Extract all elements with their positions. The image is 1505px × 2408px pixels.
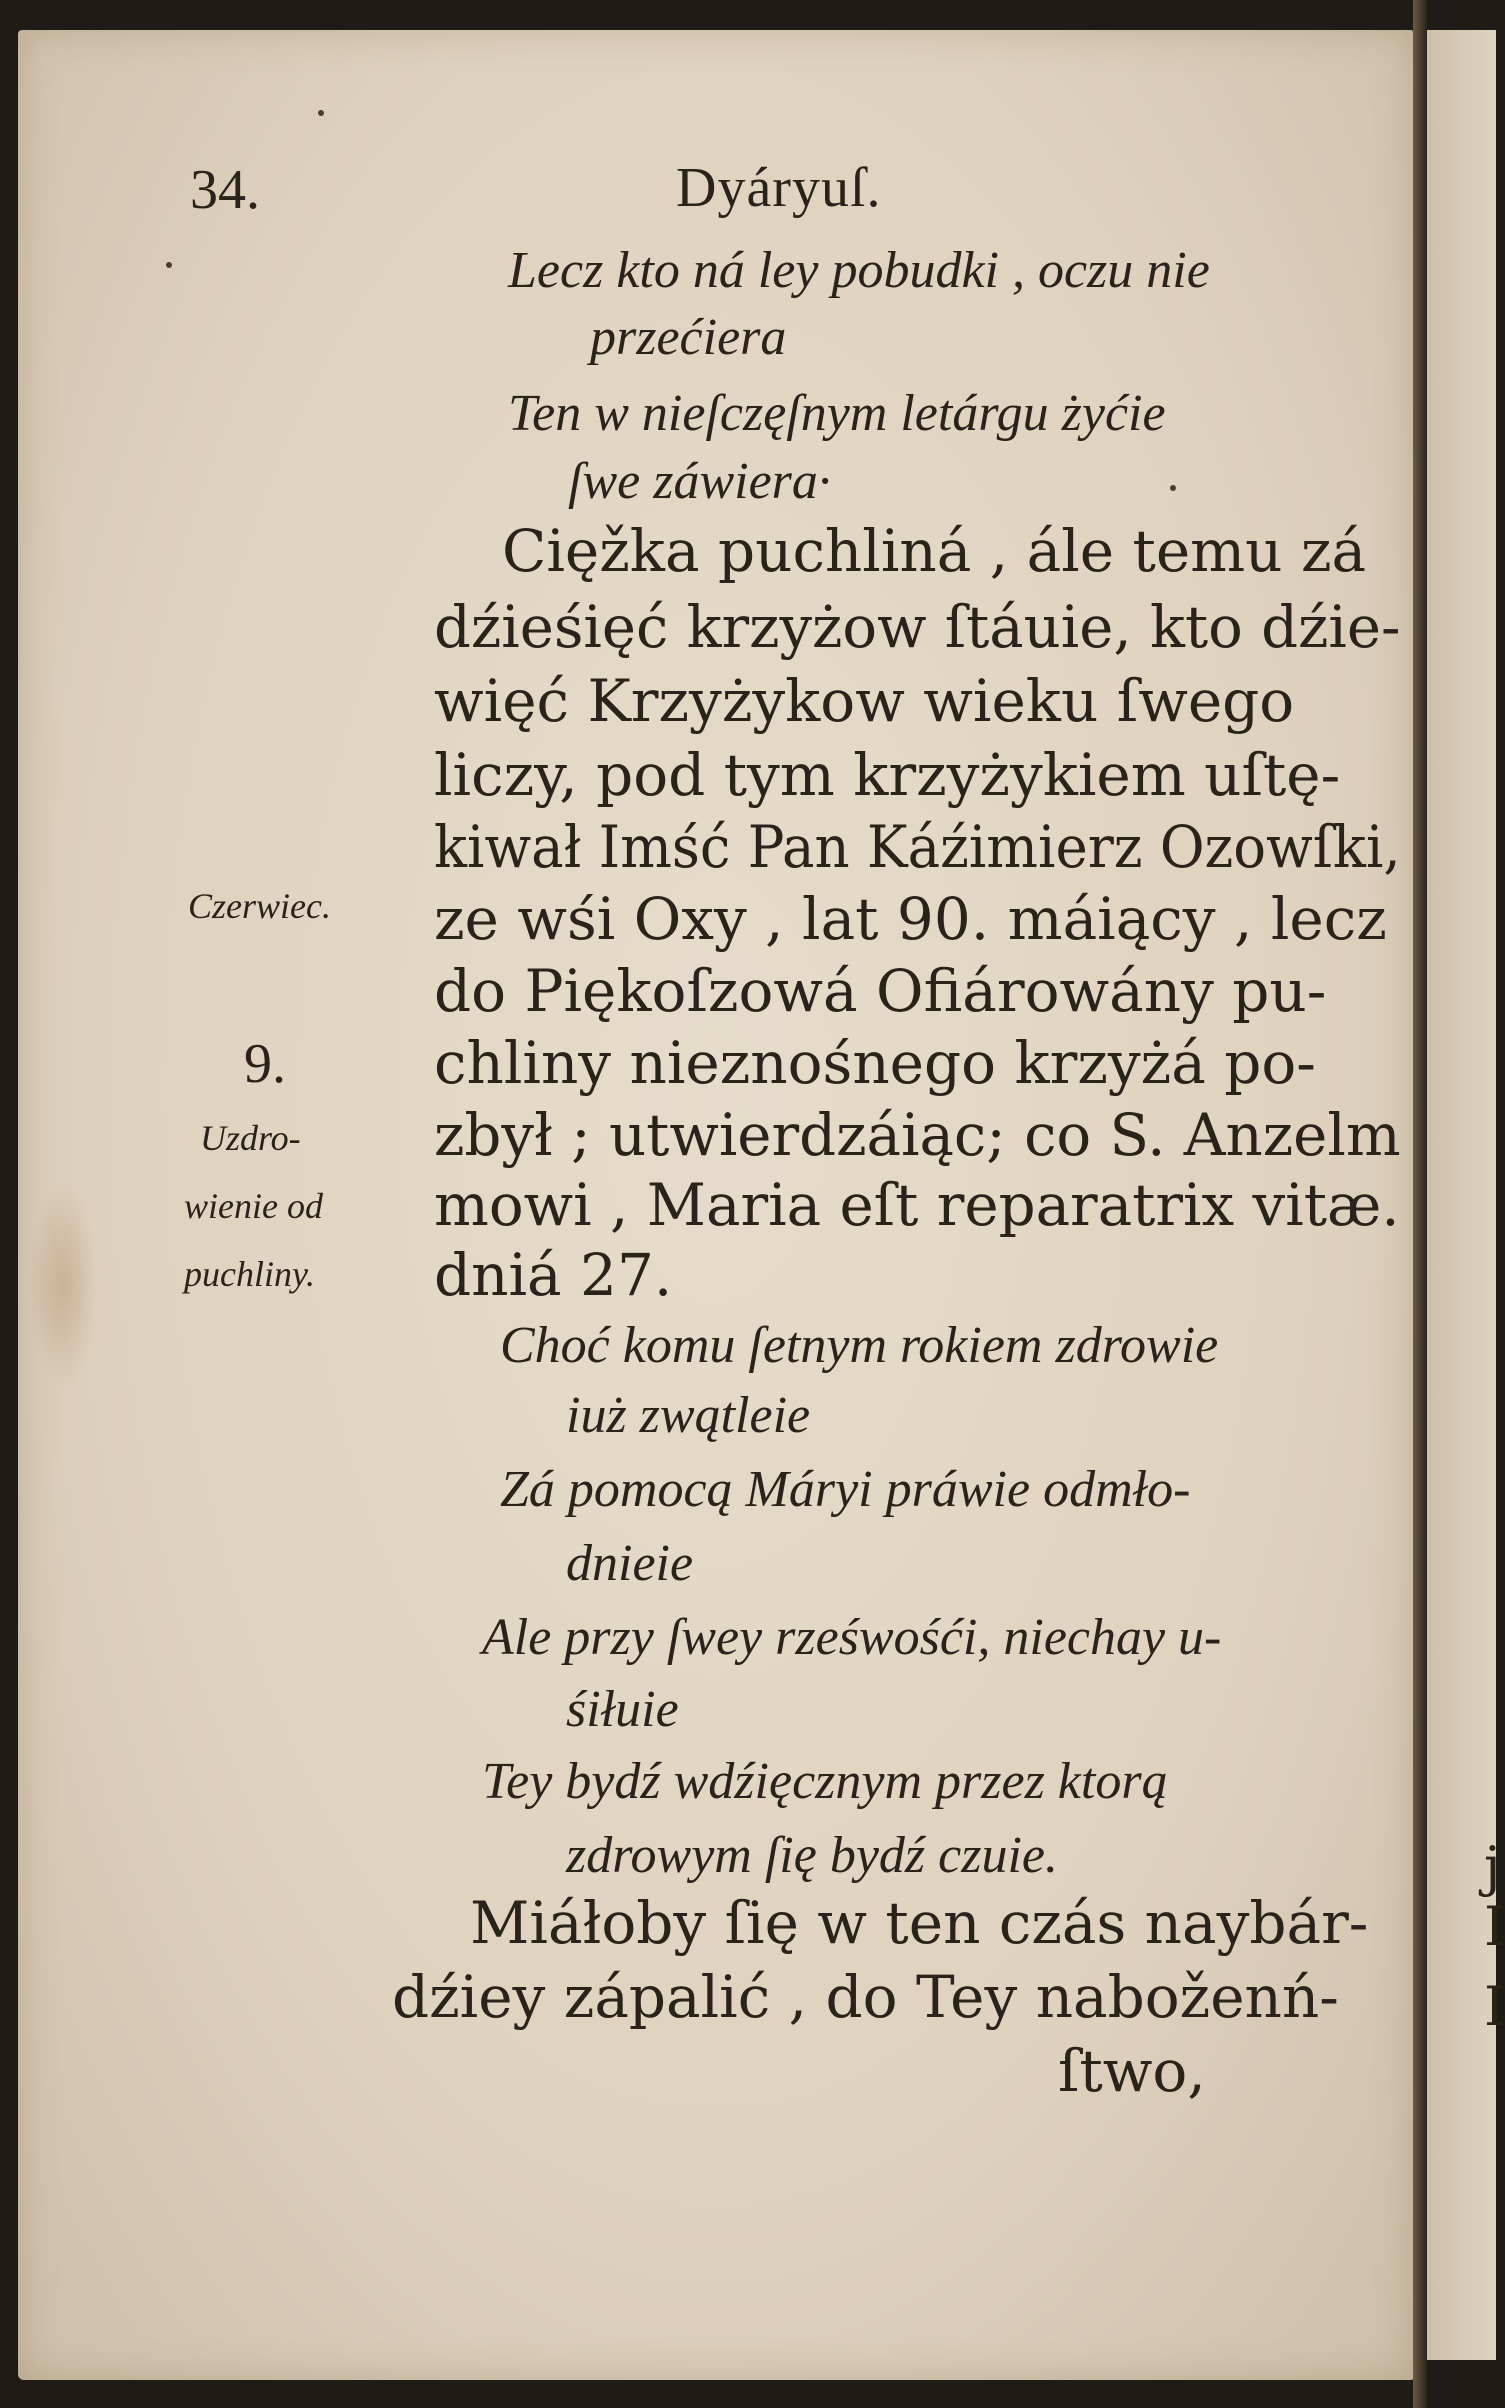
paper-stain <box>28 1180 98 1390</box>
margin-month: Czerwiec. <box>188 886 331 926</box>
ink-speck <box>166 262 172 268</box>
margin-day: 9. <box>244 1033 286 1095</box>
verse-line: Zá pomocą Máryi práwie odmło- <box>500 1461 1191 1518</box>
ink-speck <box>318 110 324 116</box>
prose-line: dniá 27. <box>434 1241 673 1309</box>
prose-line: do Piękoſzowá Ofiárowány pu- <box>434 957 1327 1025</box>
prose-line: Cięžka puchliná , ále temu zá <box>502 517 1367 585</box>
prose-line: Miáłoby ſię w ten czás naybár- <box>470 1889 1369 1957</box>
verse-line: dnieie <box>566 1535 694 1592</box>
margin-note-line: wienie od <box>184 1186 323 1226</box>
verse-line: Choć komu ſetnym rokiem zdrowie <box>500 1317 1219 1374</box>
verse-line: Tey bydź wdźięcznym przez ktorą <box>482 1753 1168 1810</box>
prose-line: dźieśięć krzyżow ſtáuie, kto dźie- <box>434 593 1401 661</box>
prose-line: więć Krzyżykow wieku ſwego <box>434 667 1295 735</box>
prose-line: mowi , Maria eſt reparatrix vitæ. <box>434 1171 1400 1239</box>
verse-line: Lecz kto ná ley pobudki , oczu nie <box>508 242 1210 299</box>
next-page-glyph: j <box>1484 1835 1501 1898</box>
running-title: Dyáryuſ. <box>676 157 882 219</box>
verse-line: Ten w nieſczęſnym letárgu żyćie <box>508 385 1166 442</box>
verse-line: Ale przy ſwey rześwośći, niechay u- <box>482 1609 1222 1666</box>
prose-line: liczy, pod tym krzyżykiem uſtę- <box>434 741 1341 809</box>
verse-line: zdrowym ſię bydź czuie. <box>566 1827 1058 1884</box>
prose-line: chliny nieznośnego krzyżá po- <box>434 1029 1316 1097</box>
book-gutter <box>1413 0 1427 2408</box>
margin-note-line: puchliny. <box>184 1254 315 1294</box>
verse-line: ſwe záwiera· <box>568 453 831 510</box>
next-page-glyph: I <box>1484 1895 1505 1958</box>
next-page-glyph: I <box>1484 1975 1505 2038</box>
verse-line: śiłuie <box>566 1681 679 1738</box>
verse-line: iuż zwątleie <box>566 1387 811 1444</box>
ink-speck <box>1170 485 1176 491</box>
prose-line: dźiey zápalić , do Tey naboženń- <box>392 1963 1339 2031</box>
prose-line: ſtwo, <box>1058 2037 1206 2105</box>
prose-line: kiwał Imść Pan Káźimierz Ozowſki, <box>434 813 1401 881</box>
prose-line: zbył ; utwierdzáiąc; co S. Anzelm <box>434 1101 1401 1169</box>
verse-line: przećiera <box>590 309 787 366</box>
page-number: 34. <box>190 159 260 221</box>
prose-line: ze wśi Oxy , lat 90. máiący , lecz <box>434 885 1387 953</box>
margin-note-line: Uzdro- <box>200 1118 301 1158</box>
